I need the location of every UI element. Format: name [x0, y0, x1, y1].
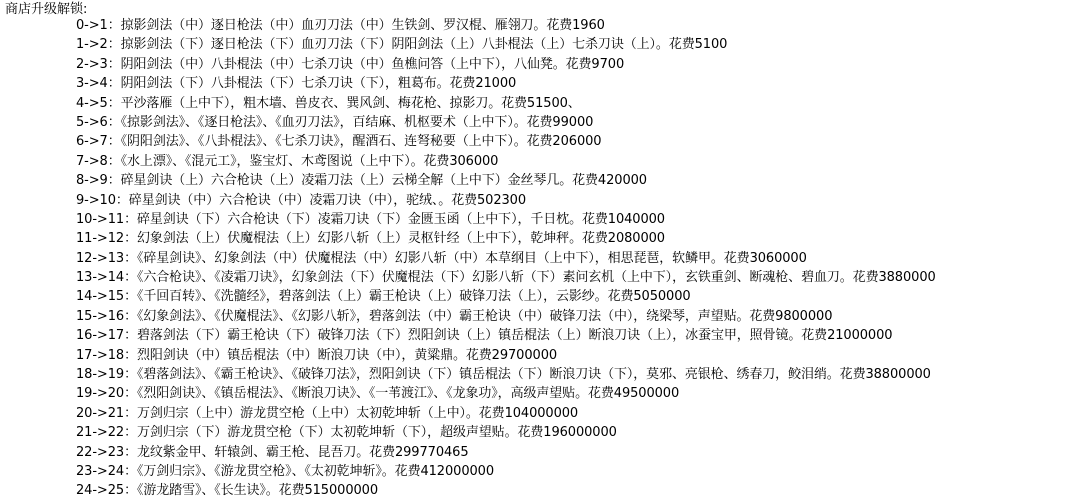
list-item: 14->15：《千回百转》、《洗髓经》，碧落剑法（上）霸王枪诀（上）破锋刀法（上），云影纱。花费5050000	[76, 289, 691, 305]
list-item: 6->7：《阴阳剑法》、《八卦棍法》、《七杀刀诀》，醒酒石、连弩秘要（上中下）。花费206000	[76, 134, 602, 150]
list-item: 12->13：《碎星剑诀》、幻象剑法（中）伏魔棍法（中）幻影八斩（中）本草纲目（上中下），相思琵琶，软鳞甲。花费3060000	[76, 250, 807, 266]
list-item: 3->4：阴阳剑法（下）八卦棍法（下）七杀刀诀（下），粗葛布。花费21000	[76, 76, 517, 92]
list-item: 0->1：掠影剑法（中）逐日枪法（中）血刃刀法（中）生铁剑、罗汉棍、雁翎刀。花费1960	[76, 18, 605, 33]
list-item: 15->16：《幻象剑法》、《伏魔棍法》、《幻影八斩》，碧落剑法（中）霸王枪诀（中）破锋刀法（中），绕梁琴，声望贴。花费9800000	[76, 308, 833, 324]
list-item: 17->18：烈阳剑诀（中）镇岳棍法（中）断浪刀诀（中），黄粱鼎。花费29700000	[76, 347, 558, 363]
list-item: 23->24：《万剑归宗》、《游龙贯空枪》、《太初乾坤斩》。花费412000000	[76, 463, 495, 479]
upgrade-list	[76, 16, 936, 501]
list-item: 13->14：《六合枪诀》、《凌霜刀诀》，幻象剑法（下）伏魔棍法（下）幻影八斩（下）素问玄机（上中下），玄铁重剑、断魂枪、碧血刀。花费3880000	[76, 270, 936, 286]
list-item: 18->19：《碧落剑法》、《霸王枪诀》、《破锋刀法》，烈阳剑诀（下）镇岳棍法（下）断浪刀诀（下），莫邪、亮银枪、绣春刀，鲛泪绡。花费38800000	[76, 367, 931, 383]
list-item: 22->23：龙纹紫金甲、轩辕剑、霸王枪、昆吾刀。花费299770465	[76, 444, 469, 460]
page-title: 商店升级解锁:	[5, 2, 88, 17]
list-item: 21->22：万剑归宗（下）游龙贯空枪（下）太初乾坤斩（下），超级声望贴。花费196000000	[76, 425, 617, 441]
list-item: 24->25：《游龙踏雪》、《长生诀》。花费515000000	[76, 483, 379, 499]
list-item: 9->10：碎星剑诀（中）六合枪诀（中）凌霜刀诀（中），驼绒、。花费502300	[76, 192, 527, 208]
list-item: 4->5：平沙落雁（上中下），粗木墙、兽皮衣、巽风剑、梅花枪、掠影刀。花费51500、	[76, 95, 581, 111]
list-item: 1->2：掠影剑法（下）逐日枪法（下）血刃刀法（下）阴阳剑法（上）八卦棍法（上）七杀刀诀（上）。花费5100	[76, 37, 728, 53]
list-item: 19->20：《烈阳剑诀》、《镇岳棍法》、《断浪刀诀》、《一苇渡江》、《龙象功》，高级声望贴。花费49500000	[76, 386, 680, 402]
list-item: 8->9：碎星剑诀（上）六合枪诀（上）凌霜刀法（上）云梯全解（上中下）金丝琴几。花费420000	[76, 173, 647, 189]
list-item: 2->3：阴阳剑法（中）八卦棍法（中）七杀刀诀（中）鱼樵问答（上中下），八仙凳。花费9700	[76, 56, 625, 72]
list-item: 20->21：万剑归宗（上中）游龙贯空枪（上中）太初乾坤斩（上中）。花费104000000	[76, 405, 579, 421]
list-item: 5->6：《掠影剑法》、《逐日枪法》、《血刃刀法》，百结麻、机枢要术（上中下）。花费99000	[76, 114, 594, 130]
list-item: 7->8：《水上漂》、《混元工》，鉴宝灯、木鸢图说（上中下）。花费306000	[76, 153, 499, 169]
list-item: 10->11：碎星剑诀（下）六合枪诀（下）凌霜刀诀（下）金匮玉函（上中下），千日枕。花费1040000	[76, 211, 665, 227]
list-item: 16->17：碧落剑法（下）霸王枪诀（下）破锋刀法（下）烈阳剑诀（上）镇岳棍法（上）断浪刀诀（上），冰蚕宝甲，照骨镜。花费21000000	[76, 328, 893, 344]
list-item: 11->12：幻象剑法（上）伏魔棍法（上）幻影八斩（上）灵枢针经（上中下），乾坤秤。花费2080000	[76, 231, 665, 247]
